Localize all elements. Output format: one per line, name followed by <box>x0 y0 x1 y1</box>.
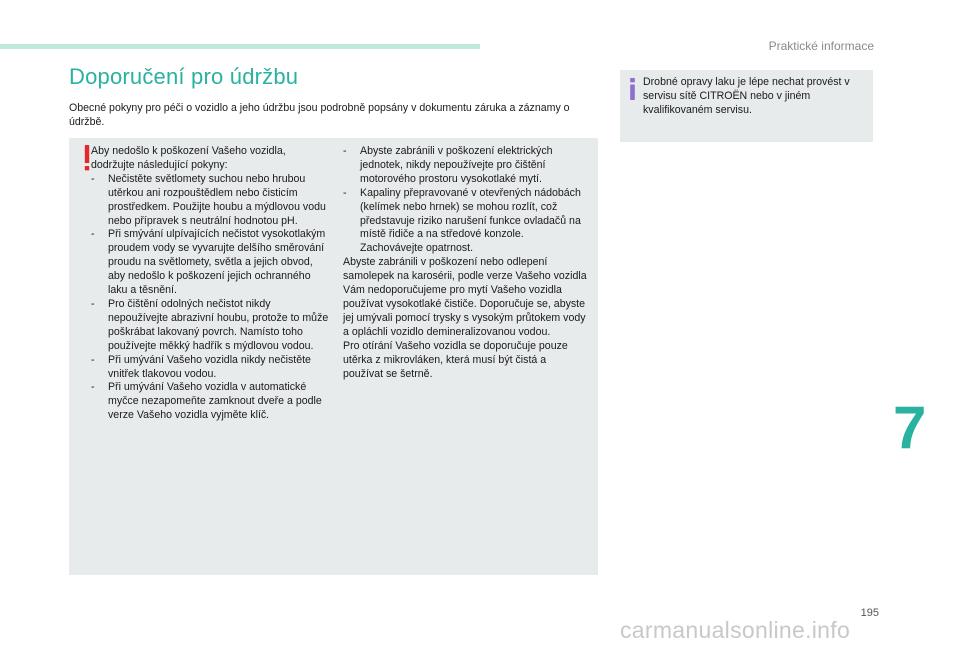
header-accent-bar <box>0 44 480 49</box>
list-item-text: Při umývání Vašeho vozidla nikdy nečistěte vnitřek tlakovou vodou. <box>108 353 311 380</box>
exclamation-icon <box>83 145 91 171</box>
list-item-text: Kapaliny přepravované v otevřených nádobách (kelímek nebo hrnek) se mohou rozlít, což představuje riziko narušení funkce ovladačů na místě řidiče a na středové konzole. Zachovávejte opatrnost. <box>360 186 581 255</box>
list-bullet: - <box>91 228 95 241</box>
warning-right-column <box>343 145 588 381</box>
paragraph: Aby nedošlo k poškození Vašeho vozidla, dodržujte následující pokyny: <box>91 145 286 171</box>
list-item <box>91 354 329 382</box>
list-item <box>91 298 329 354</box>
warning-left-column <box>91 145 329 423</box>
list-item-text: Pro čištění odolných nečistot nikdy nepoužívejte abrazivní houbu, protože to může poškrábat lakovaný povrch. Namísto toho používejte měkký hadřík s mýdlovou vodou. <box>108 297 329 352</box>
list-item <box>343 145 588 187</box>
list-bullet: - <box>91 353 95 366</box>
watermark: carmanualsonline.info <box>620 617 851 643</box>
intro-paragraph: Obecné pokyny pro péči o vozidlo a jeho údržbu jsou podrobně popsány v dokumentu záruka a záznamy o údržbě. <box>69 102 570 128</box>
list-bullet: - <box>91 381 95 394</box>
chapter-number: 7 <box>893 394 927 461</box>
page-number: 195 <box>860 607 879 619</box>
list-bullet: - <box>91 172 95 185</box>
list-item <box>91 228 329 298</box>
list-bullet: - <box>343 186 347 199</box>
info-text: Drobné opravy laku je lépe nechat provést v servisu sítě CITROËN nebo v jiném kvalifikovaném servisu. <box>643 76 850 116</box>
page-title: Doporučení pro údržbu <box>69 64 299 89</box>
list-bullet: - <box>343 145 347 157</box>
list-item-text: Při smývání ulpívajících nečistot vysokotlakým proudem vody se vyvarujte delšího směrování proudu na světlomety, světla a jejich obvod, aby nedošlo k poškození jejich ochranného laku a těsnění. <box>108 228 326 297</box>
list-item <box>91 173 329 229</box>
info-icon <box>628 78 637 100</box>
list-bullet: - <box>91 297 95 310</box>
paragraph: Abyste zabránili v poškození nebo odlepení samolepek na karosérii, podle verze Vašeho vozidla Vám nedoporučujeme pro mytí Vašeho vozidla používat vysokotlaké čističe. Doporučuje se, abyste jej umývali pomocí trysky s vysokým průtokem vody a opláchli vozidlo demineralizovanou vodou. <box>343 256 587 338</box>
section-title: Praktické informace <box>768 39 874 53</box>
list-item <box>91 381 329 423</box>
list-item-text: Abyste zabránili v poškození elektrických jednotek, nikdy nepoužívejte pro čištění motorového prostoru vysokotlaké mytí. <box>360 145 553 185</box>
list-item-text: Při umývání Vašeho vozidla v automatické myčce nezapomeňte zamknout dveře a podle verze Vašeho vozidla vyjměte klíč. <box>108 381 322 422</box>
list-item <box>343 187 588 257</box>
list-item-text: Nečistěte světlomety suchou nebo hrubou utěrkou ani rozpouštědlem nebo čisticím prostředkem. Použijte houbu a mýdlovou vodu nebo přípravek s neutrální hodnotou pH. <box>108 172 326 227</box>
paragraph: Pro otírání Vašeho vozidla se doporučuje pouze utěrka z mikrovláken, která musí být čistá a používat se šetrně. <box>343 339 568 380</box>
